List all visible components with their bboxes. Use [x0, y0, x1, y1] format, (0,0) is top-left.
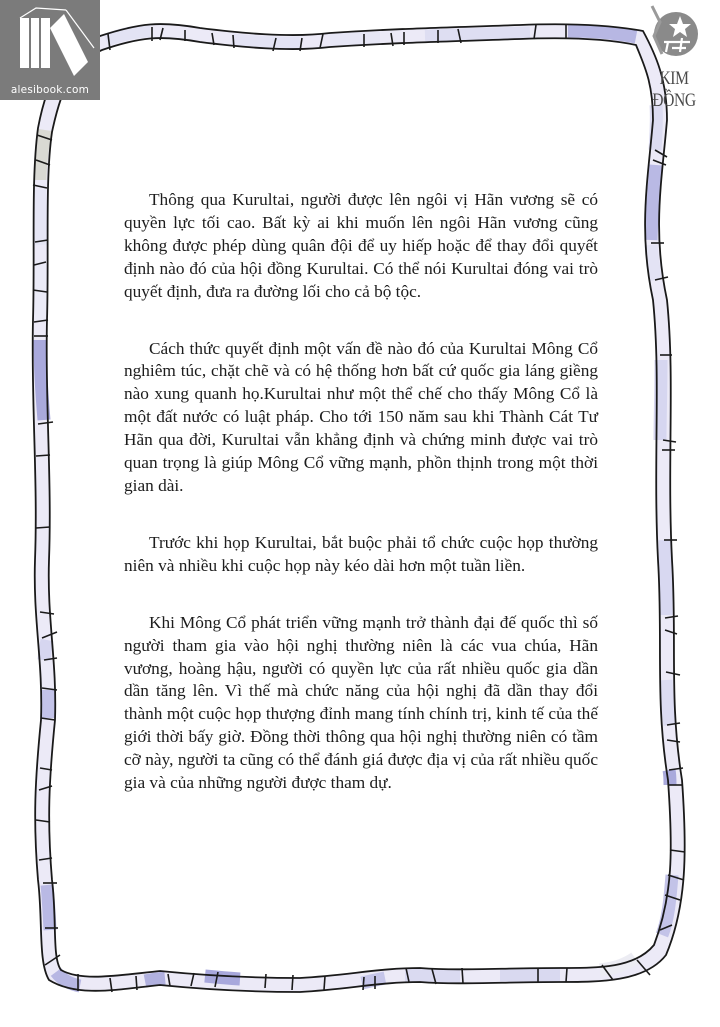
publisher-name: KIM ĐỒNG	[652, 68, 696, 111]
paragraph-3: Trước khi họp Kurultai, bắt buộc phải tổ chức cuộc họp thường niên và nhiều khi cuộc họp này kéo dài hơn một tuần liền.	[124, 532, 598, 575]
site-watermark	[0, 0, 100, 100]
paragraph-1: Thông qua Kurultai, người được lên ngôi vị Hãn vương sẽ có quyền lực tối cao. Bất kỳ ai khi muốn lên ngôi Hãn vương cũng không được phép dùng quân đội để uy hiếp hoặc để thay đổi quyết định nào đó của hội đồng Kurultai. Có thể nói Kurultai đóng vai trò quyết định, đưa ra đường lối cho cả bộ tộc.	[124, 190, 598, 301]
paragraph-4: Khi Mông Cổ phát triển vững mạnh trở thành đại đế quốc thì số người tham gia vào hội nghị thường niên là các vua chúa, Hãn vương, hoàng hậu, người có quyền lực của rất nhiều quốc gia dần dần tăng lên. Vì thế mà chức năng của hội nghị đã dần thay đổi thành một cuộc họp thượng đỉnh mang tính chính trị, kinh tế của thế giới thời bấy giờ. Đồng thời thông qua hội nghị thường niên có tầm cỡ này, người ta cũng có thể đánh giá được địa vị của rất nhiều quốc gia và của những người được tham dự.	[124, 612, 598, 793]
publisher-logo	[636, 2, 712, 111]
book-logo-icon	[0, 0, 100, 80]
site-name: alesibook.com	[10, 84, 90, 96]
paragraph-2: Cách thức quyết định một vấn đề nào đó của Kurultai Mông Cổ nghiêm túc, chặt chẽ và có hệ thống hơn bất cứ quốc gia láng giềng nào xung quanh họ.Kurultai như một thể chế cho thấy Mông Cổ là một đất nước có luật pháp. Cho tới 150 năm sau khi Thành Cát Tư Hãn qua đời, Kurultai vẫn khẳng định và chứng minh được vai trò quan trọng là giúp Mông Cổ vững mạnh, phồn thịnh trong một thời gian dài.	[124, 338, 598, 495]
article-body	[124, 189, 598, 829]
kim-dong-star-logo-icon	[642, 2, 706, 66]
